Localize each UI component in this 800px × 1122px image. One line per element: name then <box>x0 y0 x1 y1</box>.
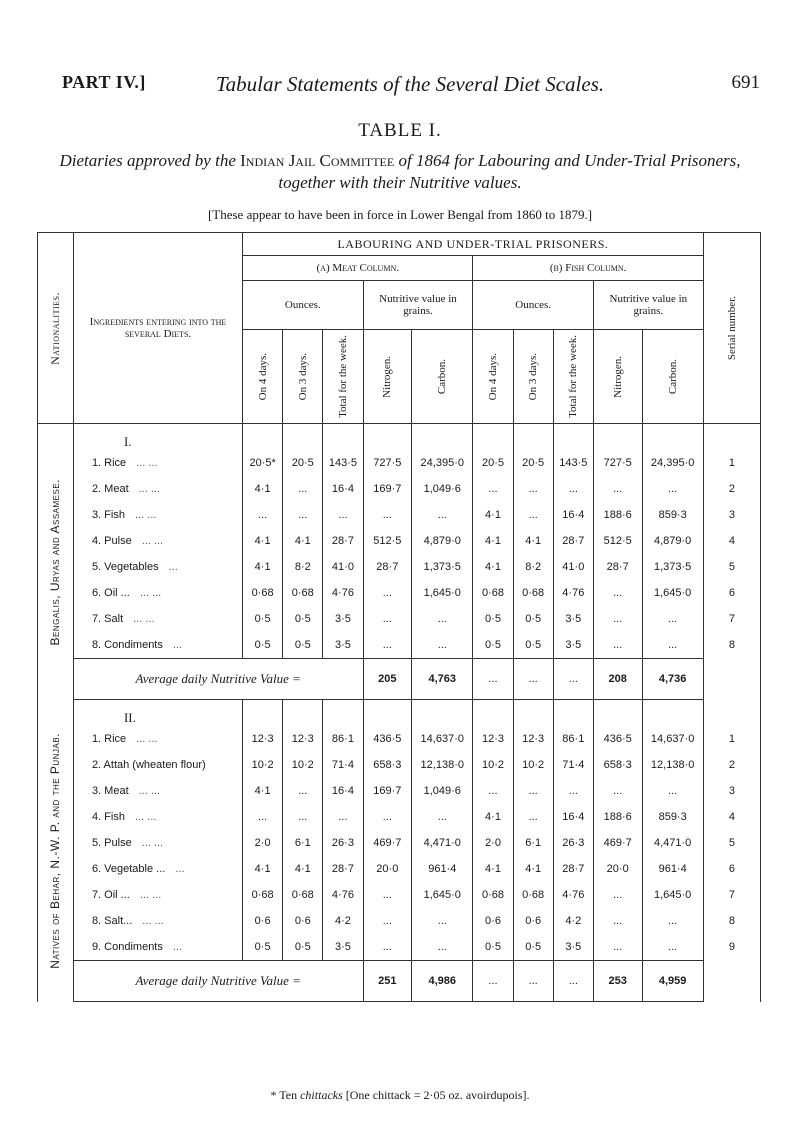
section-roman-1: I. <box>73 424 242 451</box>
cell-m3: 12·3 <box>283 726 323 752</box>
cell-fn: ... <box>593 632 642 659</box>
ingredient-name: 6. Vegetable ... ... <box>73 856 242 882</box>
footnote-italic: chittacks <box>300 1088 343 1102</box>
cell-f3: 10·2 <box>513 752 553 778</box>
cell-mc: 4,471·0 <box>412 830 473 856</box>
average-mn: 251 <box>363 961 412 1002</box>
cell-mc: ... <box>412 804 473 830</box>
cell-f4: 2·0 <box>473 830 513 856</box>
cell-mc: 1,049·6 <box>412 778 473 804</box>
col-meat-ounces: Ounces. <box>243 281 363 330</box>
ingredient-name: 7. Oil ... ... ... <box>73 882 242 908</box>
col-meat-on4: On 4 days. <box>243 330 283 424</box>
cell-m4: ... <box>243 502 283 528</box>
cell-mn: ... <box>363 882 412 908</box>
average-fc: 4,736 <box>642 659 703 700</box>
cell-f3: 0·5 <box>513 606 553 632</box>
cell-mn: 469·7 <box>363 830 412 856</box>
serial-number: 3 <box>728 784 735 797</box>
nationality-behar: Natives of Behar, N.-W. P. and the Punjab. <box>38 700 74 1002</box>
table-row <box>38 476 761 502</box>
cell-ft: 28·7 <box>553 856 593 882</box>
cell-fc: 1,645·0 <box>642 580 703 606</box>
cell-m4: 4·1 <box>243 476 283 502</box>
cell-mn: 20·0 <box>363 856 412 882</box>
cell-fc: 14,637·0 <box>642 726 703 752</box>
ingredient-name: 7. Salt ... ... <box>73 606 242 632</box>
cell-ft: 4·76 <box>553 580 593 606</box>
cell-m4: 20·5* <box>243 450 283 476</box>
section-roman-2: II. <box>73 700 242 727</box>
cell-f4: 4·1 <box>473 554 513 580</box>
col-fish-nutritive: Nutritive value in grains. <box>593 281 703 330</box>
cell-fc: 1,373·5 <box>642 554 703 580</box>
table-row <box>38 934 761 961</box>
average-fn: 208 <box>593 659 642 700</box>
table-subtitle <box>30 150 770 194</box>
cell-m4: 4·1 <box>243 778 283 804</box>
cell-mt: ... <box>323 502 363 528</box>
average-fn: 253 <box>593 961 642 1002</box>
cell-fn: ... <box>593 882 642 908</box>
cell-mc: ... <box>412 908 473 934</box>
cell-m3: 0·68 <box>283 580 323 606</box>
cell-mc: 1,049·6 <box>412 476 473 502</box>
col-fish-ounces: Ounces. <box>473 281 593 330</box>
cell-fn: ... <box>593 908 642 934</box>
cell-fn: 28·7 <box>593 554 642 580</box>
cell-fn: ... <box>593 778 642 804</box>
cell-ft: 26·3 <box>553 830 593 856</box>
serial-number: 6 <box>728 862 735 875</box>
cell-mt: 4·2 <box>323 908 363 934</box>
ingredient-name: 1. Rice ... ... <box>73 726 242 752</box>
serial-number: 3 <box>728 509 735 521</box>
serial-number: 7 <box>728 613 735 625</box>
cell-mc: 12,138·0 <box>412 752 473 778</box>
ingredient-name: 4. Fish ... ... <box>73 804 242 830</box>
cell-mn: ... <box>363 632 412 659</box>
table-row <box>38 580 761 606</box>
cell-m4: 12·3 <box>243 726 283 752</box>
table-row <box>38 450 761 476</box>
cell-m3: 8·2 <box>283 554 323 580</box>
cell-f3: 6·1 <box>513 830 553 856</box>
cell-mc: 1,645·0 <box>412 882 473 908</box>
serial-column-2 <box>703 700 760 1002</box>
cell-ft: 28·7 <box>553 528 593 554</box>
cell-mc: ... <box>412 606 473 632</box>
cell-ft: 4·76 <box>553 882 593 908</box>
cell-ft: 86·1 <box>553 726 593 752</box>
footnote-rest: [One chittack = 2·05 oz. avoirdupois]. <box>345 1088 530 1102</box>
col-fish-on4: On 4 days. <box>473 330 513 424</box>
cell-f3: 0·6 <box>513 908 553 934</box>
ingredient-name: 8. Condiments ... <box>73 632 242 659</box>
cell-fc: ... <box>642 778 703 804</box>
cell-fc: ... <box>642 934 703 961</box>
table-row <box>38 528 761 554</box>
cell-ft: 3·5 <box>553 606 593 632</box>
cell-mc: ... <box>412 632 473 659</box>
cell-f4: 20·5 <box>473 450 513 476</box>
cell-fc: 4,879·0 <box>642 528 703 554</box>
page-number: 691 <box>731 72 760 93</box>
col-meat-nutritive: Nutritive value in grains. <box>363 281 473 330</box>
ingredient-name: 1. Rice ... ... <box>73 450 242 476</box>
cell-f4: ... <box>473 476 513 502</box>
cell-m3: 10·2 <box>283 752 323 778</box>
cell-ft: 71·4 <box>553 752 593 778</box>
subtitle-middle: of 1864 <box>398 151 450 170</box>
col-labouring: LABOURING AND UNDER-TRIAL PRISONERS. <box>243 233 704 256</box>
cell-ft: 16·4 <box>553 502 593 528</box>
cell-fn: 20·0 <box>593 856 642 882</box>
col-meat: (a) Meat Column. <box>243 256 473 281</box>
cell-f4: 0·5 <box>473 632 513 659</box>
serial-number: 8 <box>728 639 735 651</box>
cell-m3: 0·5 <box>283 606 323 632</box>
cell-ft: 143·5 <box>553 450 593 476</box>
running-title: Tabular Statements of the Several Diet Scales. <box>215 72 605 96</box>
cell-ft: ... <box>553 476 593 502</box>
col-nationalities: Nationalities. <box>38 233 74 424</box>
average-mc: 4,763 <box>412 659 473 700</box>
cell-mt: 3·5 <box>323 632 363 659</box>
cell-ft: 16·4 <box>553 804 593 830</box>
cell-mn: ... <box>363 502 412 528</box>
serial-number: 2 <box>728 483 735 495</box>
cell-mc: 1,645·0 <box>412 580 473 606</box>
cell-mn: ... <box>363 908 412 934</box>
subtitle-prefix: Dietaries approved by the <box>59 151 236 170</box>
cell-f3: 0·68 <box>513 882 553 908</box>
ingredient-name: 2. Attah (wheaten flour) <box>73 752 242 778</box>
col-serial: Serial number. <box>703 233 760 424</box>
table-row <box>38 502 761 528</box>
cell-fc: 4,471·0 <box>642 830 703 856</box>
cell-f3: ... <box>513 778 553 804</box>
ingredient-name: 5. Vegetables ... <box>73 554 242 580</box>
cell-mn: ... <box>363 934 412 961</box>
cell-mt: 3·5 <box>323 934 363 961</box>
cell-mn: 169·7 <box>363 778 412 804</box>
ingredient-name: 4. Pulse ... ... <box>73 528 242 554</box>
cell-fc: 24,395·0 <box>642 450 703 476</box>
cell-fn: 727·5 <box>593 450 642 476</box>
diet-table <box>37 232 761 1002</box>
average-f4: ... <box>473 659 513 700</box>
average-label: Average daily Nutritive Value = <box>73 659 363 700</box>
cell-f3: ... <box>513 476 553 502</box>
cell-m4: 0·5 <box>243 632 283 659</box>
cell-m4: 0·5 <box>243 606 283 632</box>
cell-f4: 4·1 <box>473 502 513 528</box>
cell-mn: 169·7 <box>363 476 412 502</box>
cell-mn: 436·5 <box>363 726 412 752</box>
serial-number: 4 <box>728 535 735 547</box>
ingredient-name: 2. Meat ... ... <box>73 476 242 502</box>
cell-f3: 4·1 <box>513 856 553 882</box>
table-title: TABLE I. <box>358 120 442 141</box>
table-note: [These appear to have been in force in Lower Bengal from 1860 to 1879.] <box>207 207 593 222</box>
cell-ft: 4·2 <box>553 908 593 934</box>
table-row <box>38 632 761 659</box>
cell-f3: 0·5 <box>513 632 553 659</box>
serial-number: 5 <box>728 561 735 573</box>
cell-fn: ... <box>593 580 642 606</box>
subtitle-committee: Indian Jail Committee <box>240 151 395 170</box>
cell-mn: 727·5 <box>363 450 412 476</box>
cell-mc: 1,373·5 <box>412 554 473 580</box>
cell-m3: 4·1 <box>283 528 323 554</box>
cell-m4: 4·1 <box>243 528 283 554</box>
cell-m4: ... <box>243 804 283 830</box>
cell-fn: 469·7 <box>593 830 642 856</box>
cell-m3: 0·5 <box>283 632 323 659</box>
average-ft: ... <box>553 961 593 1002</box>
serial-number: 7 <box>728 888 735 901</box>
serial-number: 9 <box>728 940 735 953</box>
average-fc: 4,959 <box>642 961 703 1002</box>
cell-mc: ... <box>412 934 473 961</box>
cell-mt: 143·5 <box>323 450 363 476</box>
table-row <box>38 830 761 856</box>
col-fish-on3: On 3 days. <box>513 330 553 424</box>
table-row <box>38 882 761 908</box>
cell-m4: 4·1 <box>243 554 283 580</box>
cell-m3: ... <box>283 804 323 830</box>
cell-fn: 188·6 <box>593 804 642 830</box>
cell-m3: ... <box>283 502 323 528</box>
cell-mc: 961·4 <box>412 856 473 882</box>
nationality-bengalis: Bengalis, Uryas and Assamese. <box>38 424 74 700</box>
section-behar <box>38 700 761 1002</box>
cell-fn: 436·5 <box>593 726 642 752</box>
cell-m3: 20·5 <box>283 450 323 476</box>
col-meat-on3: On 3 days. <box>283 330 323 424</box>
cell-fn: ... <box>593 476 642 502</box>
cell-fc: ... <box>642 606 703 632</box>
cell-f3: 20·5 <box>513 450 553 476</box>
cell-mt: 4·76 <box>323 882 363 908</box>
ingredient-name: 5. Pulse ... ... <box>73 830 242 856</box>
average-mn: 205 <box>363 659 412 700</box>
col-meat-nitrogen: Nitrogen. <box>363 330 412 424</box>
cell-mn: 512·5 <box>363 528 412 554</box>
cell-m3: ... <box>283 476 323 502</box>
table-row <box>38 752 761 778</box>
cell-mt: 41·0 <box>323 554 363 580</box>
cell-fc: 859·3 <box>642 804 703 830</box>
cell-mn: ... <box>363 580 412 606</box>
cell-f4: 12·3 <box>473 726 513 752</box>
serial-column-1 <box>703 424 760 700</box>
cell-m3: 0·68 <box>283 882 323 908</box>
col-meat-carbon: Carbon. <box>412 330 473 424</box>
col-meat-total: Total for the week. <box>323 330 363 424</box>
cell-fc: ... <box>642 908 703 934</box>
cell-fc: 859·3 <box>642 502 703 528</box>
cell-fn: 658·3 <box>593 752 642 778</box>
average-f4: ... <box>473 961 513 1002</box>
cell-mt: 4·76 <box>323 580 363 606</box>
cell-fc: 961·4 <box>642 856 703 882</box>
average-f3: ... <box>513 961 553 1002</box>
cell-ft: 3·5 <box>553 632 593 659</box>
cell-mn: ... <box>363 804 412 830</box>
cell-f4: 0·6 <box>473 908 513 934</box>
table-row <box>38 554 761 580</box>
serial-number: 1 <box>728 457 735 469</box>
ingredient-name: 9. Condiments ... <box>73 934 242 961</box>
cell-m3: ... <box>283 778 323 804</box>
cell-fn: ... <box>593 934 642 961</box>
cell-mt: 16·4 <box>323 476 363 502</box>
cell-mc: 14,637·0 <box>412 726 473 752</box>
cell-fc: ... <box>642 632 703 659</box>
part-label: PART IV.] <box>62 72 146 92</box>
cell-m4: 10·2 <box>243 752 283 778</box>
serial-number: 1 <box>728 732 735 745</box>
cell-mn: ... <box>363 606 412 632</box>
cell-f4: 10·2 <box>473 752 513 778</box>
cell-mt: ... <box>323 804 363 830</box>
cell-fn: 512·5 <box>593 528 642 554</box>
table-row <box>38 856 761 882</box>
cell-fc: 1,645·0 <box>642 882 703 908</box>
col-fish-total: Total for the week. <box>553 330 593 424</box>
cell-mn: 28·7 <box>363 554 412 580</box>
cell-f4: 0·68 <box>473 882 513 908</box>
table-row <box>38 804 761 830</box>
cell-mt: 86·1 <box>323 726 363 752</box>
cell-f4: 0·68 <box>473 580 513 606</box>
average-ft: ... <box>553 659 593 700</box>
average-row <box>38 659 761 700</box>
cell-f4: 4·1 <box>473 804 513 830</box>
cell-m4: 0·68 <box>243 882 283 908</box>
cell-mn: 658·3 <box>363 752 412 778</box>
cell-f3: 8·2 <box>513 554 553 580</box>
cell-m4: 0·68 <box>243 580 283 606</box>
col-fish-carbon: Carbon. <box>642 330 703 424</box>
cell-f3: 0·5 <box>513 934 553 961</box>
ingredient-name: 6. Oil ... ... ... <box>73 580 242 606</box>
cell-f3: 0·68 <box>513 580 553 606</box>
cell-m4: 0·6 <box>243 908 283 934</box>
cell-m3: 6·1 <box>283 830 323 856</box>
average-label: Average daily Nutritive Value = <box>73 961 363 1002</box>
ingredient-name: 3. Meat ... ... <box>73 778 242 804</box>
section-bengalis <box>38 424 761 700</box>
cell-f4: 0·5 <box>473 934 513 961</box>
cell-ft: 41·0 <box>553 554 593 580</box>
serial-number: 4 <box>728 810 735 823</box>
cell-mt: 26·3 <box>323 830 363 856</box>
col-ingredients: Ingredients entering into the several Diets. <box>73 233 242 424</box>
ingredient-name: 3. Fish ... ... <box>73 502 242 528</box>
cell-mt: 28·7 <box>323 856 363 882</box>
footnote <box>0 1088 800 1103</box>
serial-number: 6 <box>728 587 735 599</box>
cell-mt: 28·7 <box>323 528 363 554</box>
col-fish-nitrogen: Nitrogen. <box>593 330 642 424</box>
table-row <box>38 606 761 632</box>
average-f3: ... <box>513 659 553 700</box>
cell-m4: 2·0 <box>243 830 283 856</box>
average-row <box>38 961 761 1002</box>
cell-fc: ... <box>642 476 703 502</box>
cell-f3: ... <box>513 502 553 528</box>
serial-number: 5 <box>728 836 735 849</box>
ingredient-name: 8. Salt... ... ... <box>73 908 242 934</box>
cell-m3: 0·5 <box>283 934 323 961</box>
cell-mc: 24,395·0 <box>412 450 473 476</box>
cell-mc: ... <box>412 502 473 528</box>
cell-fn: 188·6 <box>593 502 642 528</box>
cell-mt: 71·4 <box>323 752 363 778</box>
cell-fc: 12,138·0 <box>642 752 703 778</box>
table-row <box>38 726 761 752</box>
cell-m3: 0·6 <box>283 908 323 934</box>
cell-mt: 3·5 <box>323 606 363 632</box>
cell-mt: 16·4 <box>323 778 363 804</box>
cell-f3: 12·3 <box>513 726 553 752</box>
serial-number: 2 <box>728 758 735 771</box>
cell-f4: 0·5 <box>473 606 513 632</box>
subtitle-suffix: for Labouring and Under-Trial Prisoners, together with their Nutritive values. <box>278 151 741 192</box>
cell-m3: 4·1 <box>283 856 323 882</box>
cell-f3: 4·1 <box>513 528 553 554</box>
cell-m4: 0·5 <box>243 934 283 961</box>
cell-mc: 4,879·0 <box>412 528 473 554</box>
table-row <box>38 778 761 804</box>
cell-f3: ... <box>513 804 553 830</box>
cell-f4: 4·1 <box>473 528 513 554</box>
average-mc: 4,986 <box>412 961 473 1002</box>
cell-ft: ... <box>553 778 593 804</box>
cell-fn: ... <box>593 606 642 632</box>
table-row <box>38 908 761 934</box>
cell-f4: ... <box>473 778 513 804</box>
col-fish: (b) Fish Column. <box>473 256 703 281</box>
cell-ft: 3·5 <box>553 934 593 961</box>
cell-m4: 4·1 <box>243 856 283 882</box>
footnote-star: * Ten <box>270 1088 298 1102</box>
cell-f4: 4·1 <box>473 856 513 882</box>
serial-number: 8 <box>728 914 735 927</box>
